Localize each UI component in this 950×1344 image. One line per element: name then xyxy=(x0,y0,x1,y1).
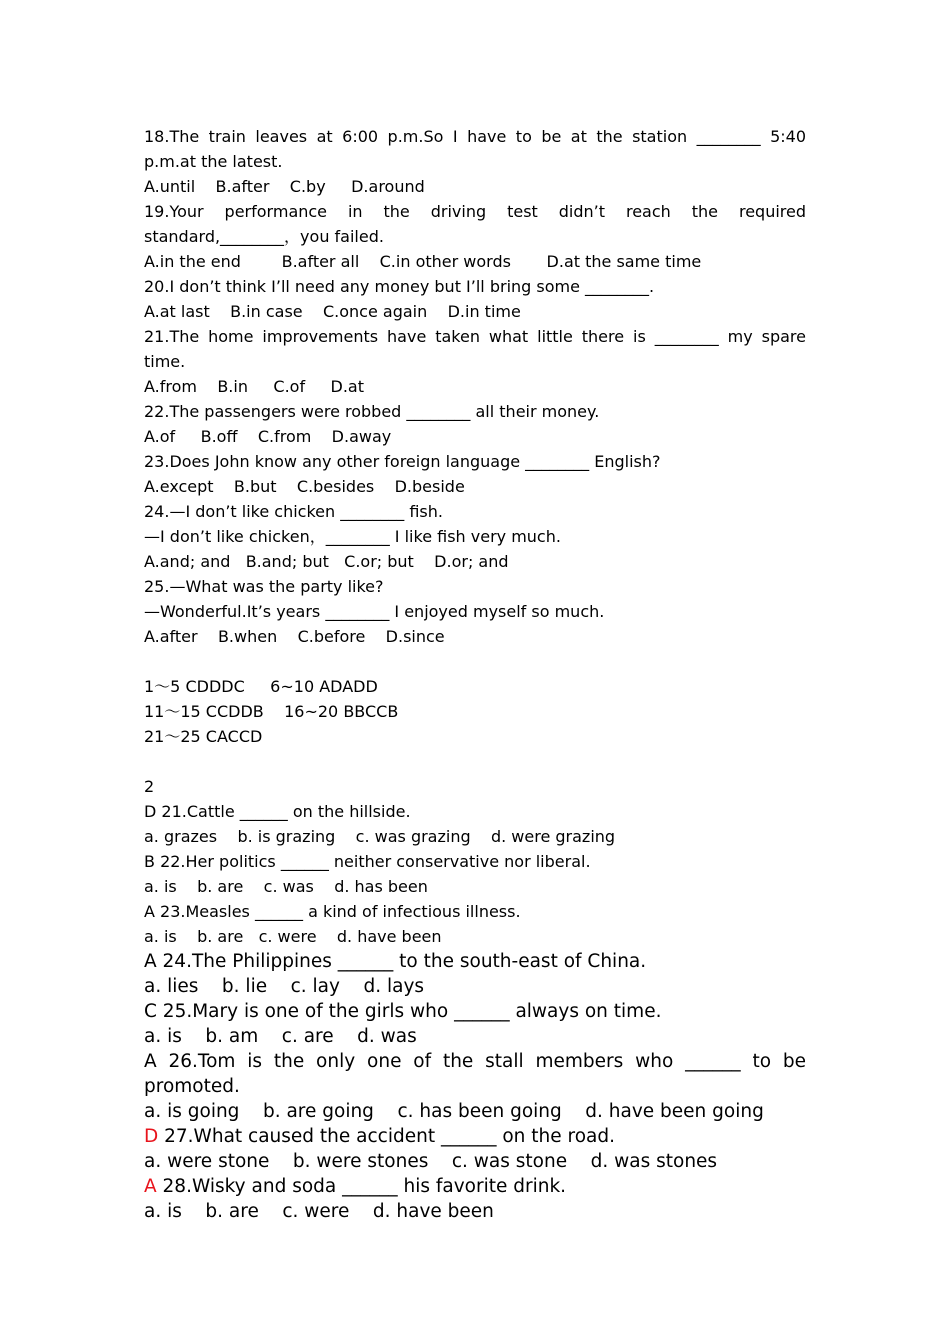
answer-key-letter: A xyxy=(144,1176,157,1197)
spacer xyxy=(144,649,806,674)
text-line: B 22.Her politics ______ neither conservative nor liberal. xyxy=(144,852,591,871)
text-line: C 25.Mary is one of the girls who ______ always on time. xyxy=(144,1001,662,1022)
answer-key-section xyxy=(144,674,806,749)
text-line: a. is b. are c. was d. has been xyxy=(144,877,428,896)
text-line: 19.Your performance in the driving test didn’t reach the required xyxy=(144,202,806,221)
part-2-number: 2 xyxy=(144,777,155,796)
text-line: a. is b. am c. are d. was xyxy=(144,1026,417,1047)
text-line: a. is b. are c. were d. have been xyxy=(144,927,442,946)
text-line: 18.The train leaves at 6:00 p.m.So I have to be at the station ________ 5:40 xyxy=(144,127,806,146)
text-line: a. is going b. are going c. has been going d. have been going xyxy=(144,1101,764,1122)
text-line: time. xyxy=(144,352,186,371)
text-line: a. grazes b. is grazing c. was grazing d. were grazing xyxy=(144,827,616,846)
answer-line: 21～25 CACCD xyxy=(144,727,263,746)
exercise-part-2-large xyxy=(144,949,806,1224)
text-line: A.in the end B.after all C.in other words D.at the same time xyxy=(144,252,702,271)
text-line: A 23.Measles ______ a kind of infectious illness. xyxy=(144,902,521,921)
text-line: A.and; and B.and; but C.or; but D.or; and xyxy=(144,552,509,571)
text-line: 20.I don’t think I’ll need any money but I’ll bring some ________. xyxy=(144,277,655,296)
text-line: A 24.The Philippines ______ to the south-east of China. xyxy=(144,951,647,972)
text-line: a. is b. are c. were d. have been xyxy=(144,1201,494,1222)
document-page xyxy=(144,124,806,1224)
text-line: promoted. xyxy=(144,1076,240,1097)
text-line: D 21.Cattle ______ on the hillside. xyxy=(144,802,411,821)
text-line: 25.—What was the party like? xyxy=(144,577,384,596)
text-line: 23.Does John know any other foreign language ________ English? xyxy=(144,452,661,471)
text-line: D 27.What caused the accident ______ on the road. xyxy=(144,1126,615,1147)
text-line: —Wonderful.It’s years ________ I enjoyed myself so much. xyxy=(144,602,605,621)
text-line: p.m.at the latest. xyxy=(144,152,283,171)
answer-line: 1～5 CDDDC 6~10 ADADD xyxy=(144,677,378,696)
exercise-part-1 xyxy=(144,124,806,649)
answer-line: 11～15 CCDDB 16~20 BBCCB xyxy=(144,702,399,721)
text-line: standard,________，you failed. xyxy=(144,227,384,246)
text-line: A.except B.but C.besides D.beside xyxy=(144,477,465,496)
text-line: A.from B.in C.of D.at xyxy=(144,377,364,396)
text-line: 22.The passengers were robbed ________ all their money. xyxy=(144,402,600,421)
text-line: A.until B.after C.by D.around xyxy=(144,177,425,196)
text-line: a. were stone b. were stones c. was stone d. was stones xyxy=(144,1151,718,1172)
text-line: 24.—I don’t like chicken ________ fish. xyxy=(144,502,443,521)
spacer xyxy=(144,749,806,774)
text-line: A 28.Wisky and soda ______ his favorite drink. xyxy=(144,1176,567,1197)
text-line: A.of B.off C.from D.away xyxy=(144,427,392,446)
answer-key-letter: D xyxy=(144,1126,159,1147)
exercise-part-2-small xyxy=(144,799,806,949)
text-line: 21.The home improvements have taken what little there is ________ my spare xyxy=(144,327,806,346)
text-line: —I don’t like chicken，________ I like fish very much. xyxy=(144,527,561,546)
text-line: A.after B.when C.before D.since xyxy=(144,627,445,646)
text-line: A 26.Tom is the only one of the stall members who ______ to be xyxy=(144,1051,806,1072)
text-line: A.at last B.in case C.once again D.in time xyxy=(144,302,521,321)
text-line: a. lies b. lie c. lay d. lays xyxy=(144,976,425,997)
